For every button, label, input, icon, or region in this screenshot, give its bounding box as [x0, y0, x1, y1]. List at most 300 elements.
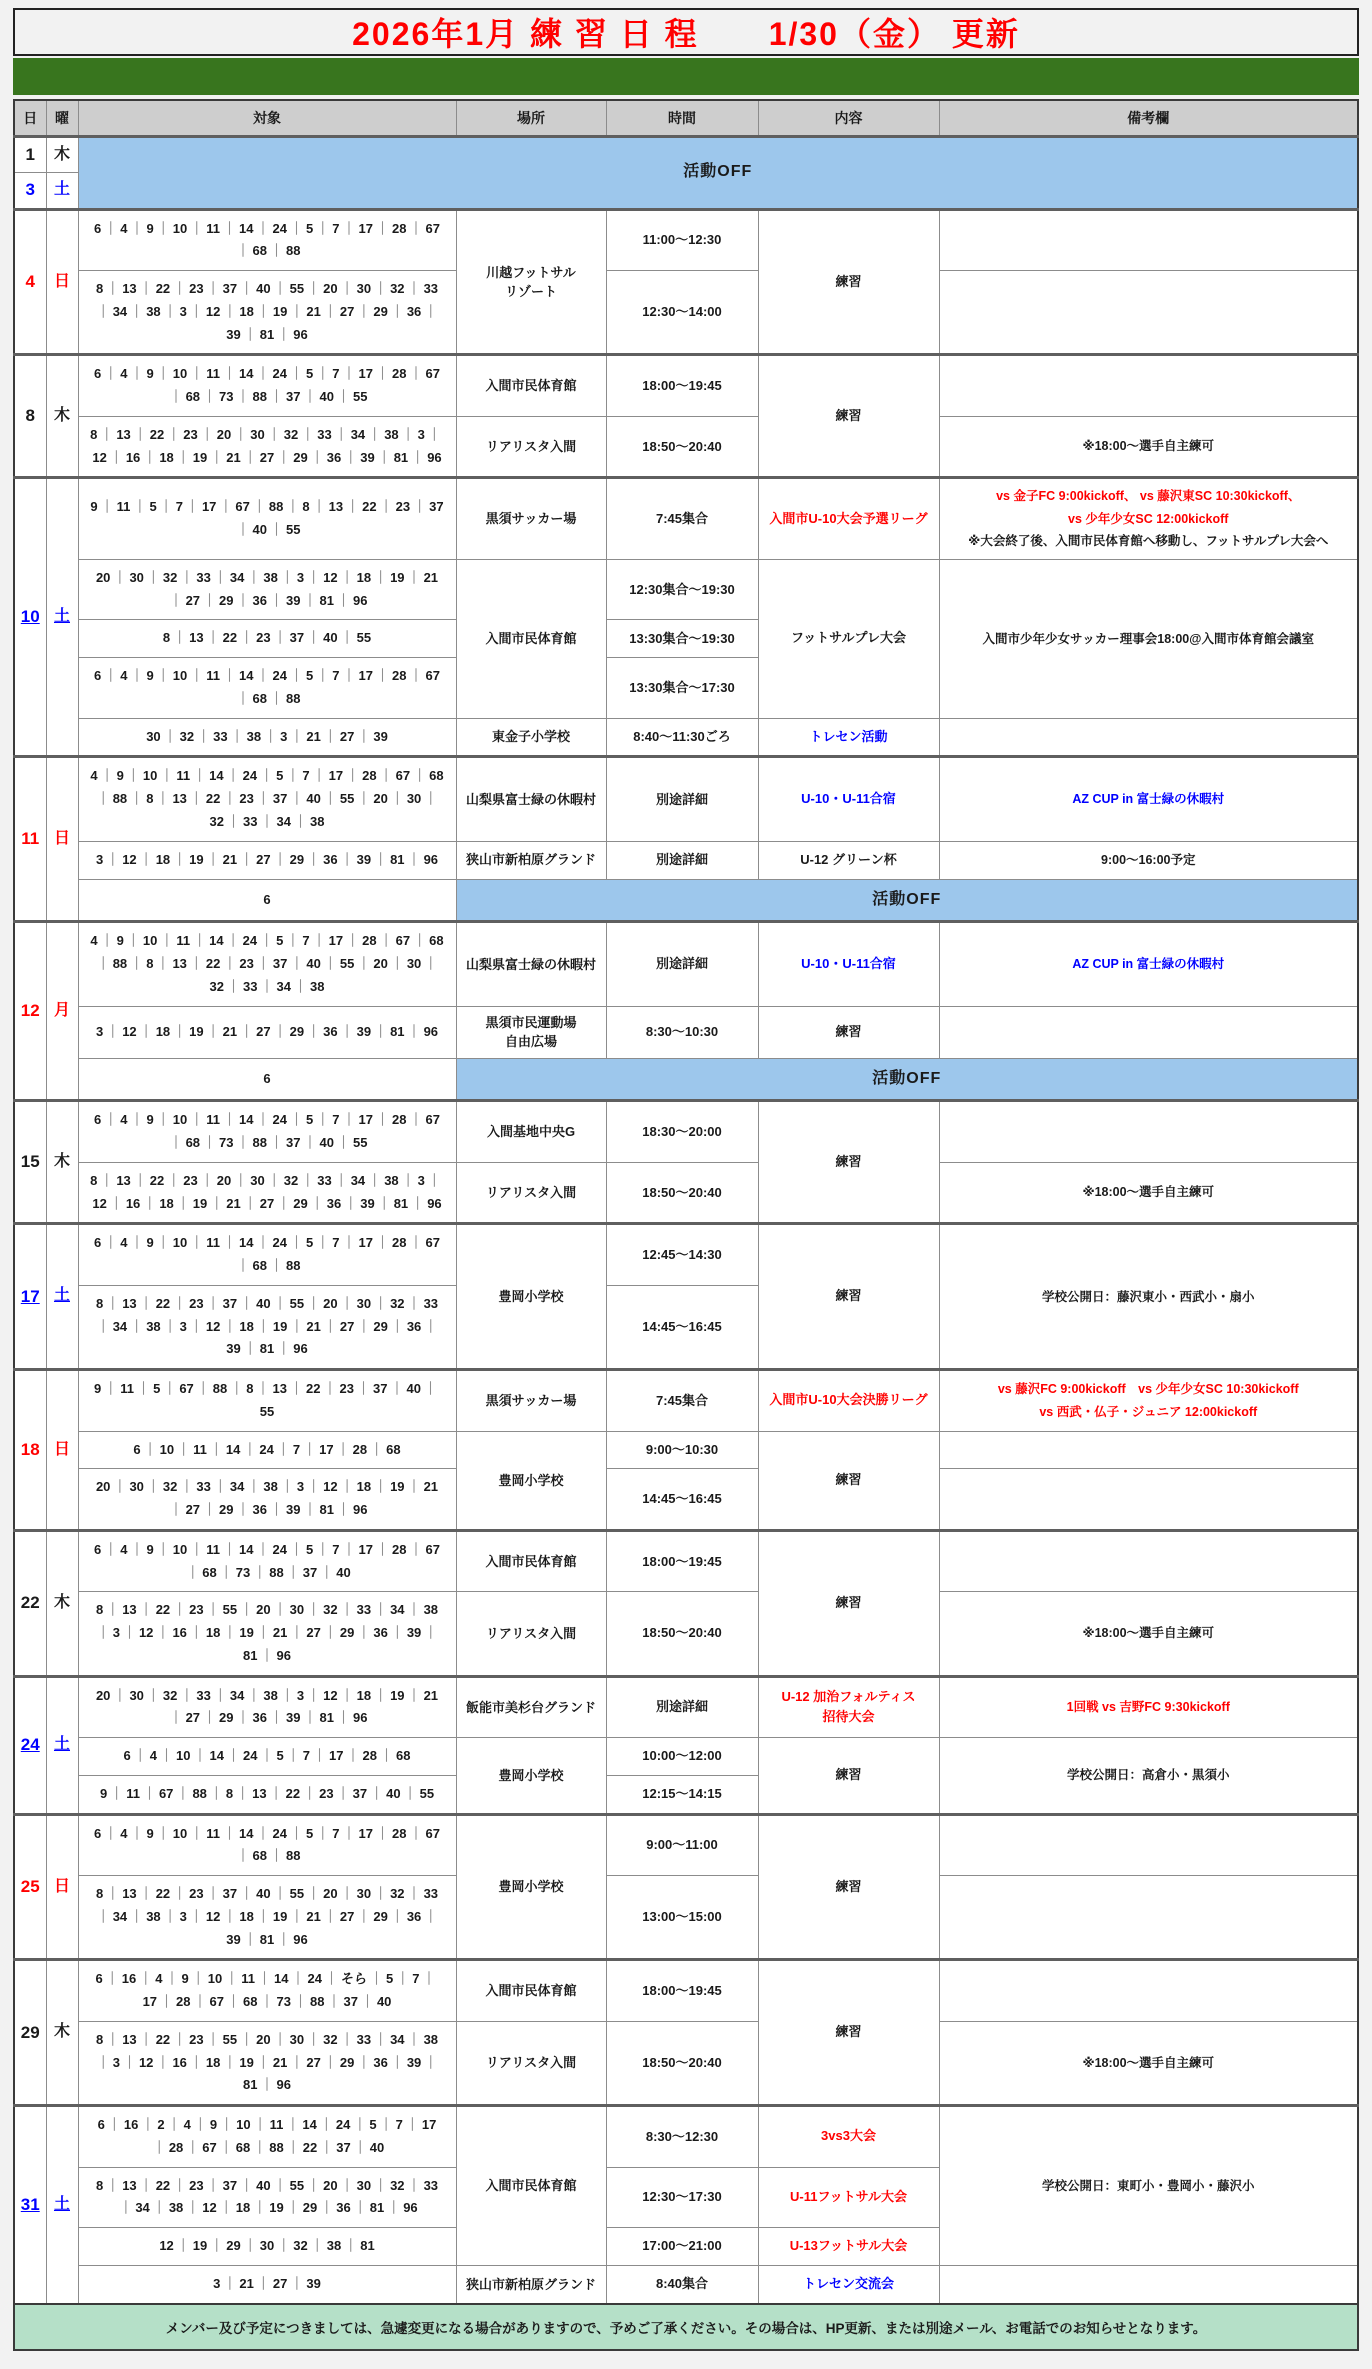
target-cell: 8 ｜ 13 ｜ 22 ｜ 23 ｜ 37 ｜ 40 ｜ 55 ｜ 20 ｜ 30 ｜ 32 ｜ 33｜ 34 ｜ 38 ｜ 3 ｜ 12 ｜ 18 ｜ 19 ｜ 21 ｜ 27 ｜ 29 ｜ 36 ｜39 ｜ 81 ｜ 96	[78, 1876, 456, 1960]
number-separator: ｜	[256, 956, 270, 972]
number-separator: ｜	[290, 366, 304, 382]
number-separator: ｜	[219, 2139, 233, 2155]
number-separator: ｜	[307, 1687, 321, 1703]
number-separator: ｜	[223, 1825, 237, 1841]
time-cell: 18:30〜20:00	[606, 1101, 758, 1163]
number-separator: ｜	[253, 2117, 267, 2133]
number-separator: ｜	[357, 303, 371, 319]
number-separator: ｜	[109, 449, 123, 465]
number-separator: ｜	[407, 1687, 421, 1703]
number-separator: ｜	[223, 1625, 237, 1641]
content-cell: 練習	[758, 1431, 939, 1530]
number-separator: ｜	[323, 1318, 337, 1334]
content-cell: U-12 加治フォルティス 招待大会	[758, 1676, 939, 1738]
number-separator: ｜	[280, 1479, 294, 1495]
time-cell: 13:30集合〜19:30	[606, 620, 758, 658]
number-separator: ｜	[169, 592, 183, 608]
table-row	[14, 1960, 1358, 2022]
number-separator: ｜	[196, 1381, 210, 1397]
number-separator: ｜	[280, 1687, 294, 1703]
number-separator: ｜	[189, 2054, 203, 2070]
number-separator: ｜	[236, 1135, 250, 1151]
time-cell: 12:30〜17:30	[606, 2167, 758, 2228]
number-separator: ｜	[105, 1971, 119, 1987]
number-separator: ｜	[234, 1172, 248, 1188]
target-cell: 9 ｜ 11 ｜ 5 ｜ 67 ｜ 88 ｜ 8 ｜ 13 ｜ 22 ｜ 23 ｜ 37 ｜ 40 ｜55	[78, 1370, 456, 1432]
number-separator: ｜	[236, 1848, 250, 1864]
number-separator: ｜	[270, 592, 284, 608]
number-separator: ｜	[273, 1295, 287, 1311]
number-separator: ｜	[407, 1886, 421, 1902]
day-cell: 31	[14, 2106, 46, 2304]
content-cell: 練習	[758, 1101, 939, 1224]
table-row	[14, 209, 1358, 271]
number-separator: ｜	[189, 303, 203, 319]
number-separator: ｜	[206, 851, 220, 867]
time-cell: 18:50〜20:40	[606, 1592, 758, 1676]
number-separator: ｜	[243, 326, 257, 342]
place-cell: リアリスタ入間	[456, 416, 606, 478]
number-separator: ｜	[377, 449, 391, 465]
number-separator: ｜	[104, 220, 118, 236]
off-cell: 活動OFF	[78, 137, 1358, 210]
number-separator: ｜	[104, 1381, 118, 1397]
remark-cell: ※18:00〜選手自主練可	[939, 416, 1358, 478]
content-cell: 練習	[758, 1530, 939, 1676]
number-separator: ｜	[379, 2117, 393, 2133]
number-separator: ｜	[312, 499, 326, 515]
number-separator: ｜	[133, 499, 147, 515]
number-separator: ｜	[160, 1748, 174, 1764]
number-separator: ｜	[316, 1825, 330, 1841]
weekday-cell: 土	[46, 1224, 78, 1370]
number-separator: ｜	[290, 791, 304, 807]
number-separator: ｜	[260, 768, 274, 784]
number-separator: ｜	[390, 791, 404, 807]
number-separator: ｜	[290, 1112, 304, 1128]
place-cell: 入間市民体育館	[456, 2106, 606, 2266]
header-cell-target: 対象	[78, 100, 456, 137]
remark-cell	[939, 1876, 1358, 1960]
place-cell: 豊岡小学校	[456, 1431, 606, 1530]
number-separator: ｜	[142, 1785, 156, 1801]
number-separator: ｜	[130, 1318, 144, 1334]
number-separator: ｜	[106, 851, 120, 867]
time-cell: 14:45〜16:45	[606, 1285, 758, 1369]
remark-cell	[939, 2265, 1358, 2303]
table-row	[14, 355, 1358, 417]
number-separator: ｜	[323, 791, 337, 807]
remark-cell	[939, 1101, 1358, 1163]
time-cell: 12:30集合〜19:30	[606, 559, 758, 620]
day-cell: 8	[14, 355, 46, 478]
content-cell: トレセン交流会	[758, 2265, 939, 2303]
remark-cell: ※18:00〜選手自主練可	[939, 1162, 1358, 1224]
number-separator: ｜	[290, 956, 304, 972]
number-separator: ｜	[336, 1785, 350, 1801]
number-separator: ｜	[312, 933, 326, 949]
number-separator: ｜	[226, 768, 240, 784]
number-separator: ｜	[312, 1748, 326, 1764]
target-cell: 6 ｜ 4 ｜ 9 ｜ 10 ｜ 11 ｜ 14 ｜ 24 ｜ 5 ｜ 7 ｜ 17 ｜ 28 ｜ 67｜ 68 ｜ 73 ｜ 88 ｜ 37 ｜ 40 ｜ 55	[78, 1101, 456, 1163]
target-cell: 8 ｜ 13 ｜ 22 ｜ 23 ｜ 37 ｜ 40 ｜ 55	[78, 620, 456, 658]
remark-cell	[939, 1469, 1358, 1531]
number-separator: ｜	[374, 1886, 388, 1902]
number-separator: ｜	[290, 303, 304, 319]
number-separator: ｜	[346, 933, 360, 949]
number-separator: ｜	[173, 281, 187, 297]
number-separator: ｜	[336, 1502, 350, 1518]
number-separator: ｜	[370, 1441, 384, 1457]
number-separator: ｜	[190, 366, 204, 382]
number-separator: ｜	[290, 1541, 304, 1557]
number-separator: ｜	[273, 281, 287, 297]
day-cell: 12	[14, 922, 46, 1101]
number-separator: ｜	[303, 1785, 317, 1801]
number-separator: ｜	[203, 1135, 217, 1151]
number-separator: ｜	[203, 1502, 217, 1518]
number-separator: ｜	[407, 851, 421, 867]
footer-note: メンバー及び予定につきましては、急遽変更になる場合がありますので、予めご了承ください。その場合は、HP更新、または別途メール、お電話でのお知らせとなります。	[13, 2305, 1359, 2351]
number-separator: ｜	[346, 499, 360, 515]
time-cell: 9:00〜10:30	[606, 1431, 758, 1469]
table-row	[14, 1101, 1358, 1163]
target-cell: 12 ｜ 19 ｜ 29 ｜ 30 ｜ 32 ｜ 38 ｜ 81	[78, 2228, 456, 2266]
target-cell: 6 ｜ 4 ｜ 9 ｜ 10 ｜ 11 ｜ 14 ｜ 24 ｜ 5 ｜ 7 ｜ 17 ｜ 28 ｜ 67｜ 68 ｜ 73 ｜ 88 ｜ 37 ｜ 40	[78, 1530, 456, 1592]
content-cell: U-11フットサル大会	[758, 2167, 939, 2228]
number-separator: ｜	[236, 1785, 250, 1801]
number-separator: ｜	[340, 1023, 354, 1039]
number-separator: ｜	[130, 668, 144, 684]
table-row	[14, 1006, 1358, 1058]
number-separator: ｜	[387, 2200, 401, 2216]
number-separator: ｜	[169, 1502, 183, 1518]
number-separator: ｜	[206, 1023, 220, 1039]
number-separator: ｜	[409, 1541, 423, 1557]
number-separator: ｜	[270, 389, 284, 405]
number-separator: ｜	[290, 668, 304, 684]
place-cell: 狭山市新柏原グランド	[456, 2265, 606, 2303]
number-separator: ｜	[193, 1994, 207, 2010]
header-cell-time: 時間	[606, 100, 758, 137]
number-separator: ｜	[327, 1994, 341, 2010]
number-separator: ｜	[307, 2177, 321, 2193]
number-separator: ｜	[227, 1994, 241, 2010]
number-separator: ｜	[396, 1971, 410, 1987]
number-separator: ｜	[133, 1172, 147, 1188]
number-separator: ｜	[106, 2177, 120, 2193]
number-separator: ｜	[342, 1541, 356, 1557]
time-cell: 12:15〜14:15	[606, 1775, 758, 1814]
content-cell: U-12 グリーン杯	[758, 841, 939, 879]
number-separator: ｜	[193, 768, 207, 784]
number-separator: ｜	[104, 1825, 118, 1841]
number-separator: ｜	[163, 303, 177, 319]
number-separator: ｜	[189, 1625, 203, 1641]
content-cell: 練習	[758, 1960, 939, 2106]
number-separator: ｜	[323, 2054, 337, 2070]
target-cell: 6 ｜ 4 ｜ 9 ｜ 10 ｜ 11 ｜ 14 ｜ 24 ｜ 5 ｜ 7 ｜ 17 ｜ 28 ｜ 67｜ 68 ｜ 88	[78, 1814, 456, 1876]
number-separator: ｜	[336, 592, 350, 608]
weekday-cell: 木	[46, 137, 78, 173]
number-separator: ｜	[139, 2031, 153, 2047]
number-separator: ｜	[160, 933, 174, 949]
number-separator: ｜	[256, 668, 270, 684]
number-separator: ｜	[185, 499, 199, 515]
remark-cell	[939, 355, 1358, 417]
target-cell: 3 ｜ 12 ｜ 18 ｜ 19 ｜ 21 ｜ 27 ｜ 29 ｜ 36 ｜ 39 ｜ 81 ｜ 96	[78, 841, 456, 879]
number-separator: ｜	[346, 768, 360, 784]
number-separator: ｜	[169, 389, 183, 405]
time-cell: 18:00〜19:45	[606, 1960, 758, 2022]
number-separator: ｜	[270, 1710, 284, 1726]
number-separator: ｜	[422, 1971, 436, 1987]
target-cell: 20 ｜ 30 ｜ 32 ｜ 33 ｜ 34 ｜ 38 ｜ 3 ｜ 12 ｜ 18 ｜ 19 ｜ 21｜ 27 ｜ 29 ｜ 36 ｜ 39 ｜ 81 ｜ 96	[78, 1469, 456, 1531]
header-cell-place: 場所	[456, 100, 606, 137]
weekday-cell: 日	[46, 209, 78, 355]
day-cell: 3	[14, 173, 46, 209]
number-separator: ｜	[219, 499, 233, 515]
place-cell: 狭山市新柏原グランド	[456, 841, 606, 879]
number-separator: ｜	[340, 569, 354, 585]
number-separator: ｜	[307, 569, 321, 585]
number-separator: ｜	[277, 449, 291, 465]
number-separator: ｜	[286, 1748, 300, 1764]
number-separator: ｜	[260, 933, 274, 949]
number-separator: ｜	[240, 851, 254, 867]
number-separator: ｜	[219, 1564, 233, 1580]
number-separator: ｜	[253, 1564, 267, 1580]
off-cell: 活動OFF	[456, 879, 1358, 922]
number-separator: ｜	[169, 1710, 183, 1726]
number-separator: ｜	[374, 1295, 388, 1311]
number-separator: ｜	[141, 2117, 155, 2133]
number-separator: ｜	[316, 668, 330, 684]
remark-cell	[939, 1530, 1358, 1592]
number-separator: ｜	[390, 1908, 404, 1924]
number-separator: ｜	[190, 1235, 204, 1251]
weekday-cell: 木	[46, 1960, 78, 2106]
number-separator: ｜	[307, 851, 321, 867]
number-separator: ｜	[290, 220, 304, 236]
time-cell: 18:00〜19:45	[606, 355, 758, 417]
number-separator: ｜	[353, 2117, 367, 2133]
number-separator: ｜	[252, 499, 266, 515]
number-separator: ｜	[122, 1625, 136, 1641]
number-separator: ｜	[223, 2054, 237, 2070]
number-separator: ｜	[176, 449, 190, 465]
target-cell: 6 ｜ 4 ｜ 9 ｜ 10 ｜ 11 ｜ 14 ｜ 24 ｜ 5 ｜ 7 ｜ 17 ｜ 28 ｜ 67｜ 68 ｜ 73 ｜ 88 ｜ 37 ｜ 40 ｜ 55	[78, 355, 456, 417]
weekday-cell: 土	[46, 173, 78, 209]
number-separator: ｜	[270, 1135, 284, 1151]
number-separator: ｜	[286, 2200, 300, 2216]
number-separator: ｜	[176, 1785, 190, 1801]
target-cell: 8 ｜ 13 ｜ 22 ｜ 23 ｜ 37 ｜ 40 ｜ 55 ｜ 20 ｜ 30 ｜ 32 ｜ 33｜ 34 ｜ 38 ｜ 3 ｜ 12 ｜ 18 ｜ 19 ｜ 21 ｜ 27 ｜ 29 ｜ 36 ｜39 ｜ 81 ｜ 96	[78, 1285, 456, 1369]
number-separator: ｜	[173, 1023, 187, 1039]
content-cell: 入間市U-10大会予選リーグ	[758, 478, 939, 560]
number-separator: ｜	[247, 1479, 261, 1495]
number-separator: ｜	[286, 2117, 300, 2133]
number-separator: ｜	[240, 1295, 254, 1311]
number-separator: ｜	[390, 2054, 404, 2070]
time-cell: 17:00〜21:00	[606, 2228, 758, 2266]
day-cell: 25	[14, 1814, 46, 1960]
number-separator: ｜	[243, 2238, 257, 2254]
weekday-cell: 月	[46, 922, 78, 1101]
time-cell: 別途詳細	[606, 757, 758, 841]
weekday-cell: 土	[46, 1676, 78, 1814]
schedule-table	[13, 99, 1359, 2305]
number-separator: ｜	[96, 303, 110, 319]
number-separator: ｜	[236, 522, 250, 538]
number-separator: ｜	[374, 2031, 388, 2047]
number-separator: ｜	[156, 366, 170, 382]
time-cell: 9:00〜11:00	[606, 1814, 758, 1876]
number-separator: ｜	[374, 1479, 388, 1495]
number-separator: ｜	[130, 366, 144, 382]
content-cell: トレセン活動	[758, 718, 939, 757]
number-separator: ｜	[100, 933, 114, 949]
place-cell: リアリスタ入間	[456, 1592, 606, 1676]
time-cell: 12:30〜14:00	[606, 271, 758, 355]
number-separator: ｜	[353, 2200, 367, 2216]
table-row	[14, 1814, 1358, 1876]
number-separator: ｜	[256, 1235, 270, 1251]
number-separator: ｜	[206, 2177, 220, 2193]
target-cell: 4 ｜ 9 ｜ 10 ｜ 11 ｜ 14 ｜ 24 ｜ 5 ｜ 7 ｜ 17 ｜ 28 ｜ 67 ｜ 68｜ 88 ｜ 8 ｜ 13 ｜ 22 ｜ 23 ｜ 37 ｜ 40 ｜ 55 ｜ 20 ｜ 30 ｜32 ｜ 33 ｜ 34 ｜ 38	[78, 922, 456, 1006]
number-separator: ｜	[273, 1886, 287, 1902]
number-separator: ｜	[342, 1235, 356, 1251]
number-separator: ｜	[156, 1825, 170, 1841]
place-cell: 飯能市美杉台グランド	[456, 1676, 606, 1738]
time-cell: 18:50〜20:40	[606, 416, 758, 478]
number-separator: ｜	[243, 1341, 257, 1357]
number-separator: ｜	[152, 2200, 166, 2216]
number-separator: ｜	[286, 1564, 300, 1580]
number-separator: ｜	[156, 1625, 170, 1641]
number-separator: ｜	[424, 956, 438, 972]
number-separator: ｜	[277, 1195, 291, 1211]
number-separator: ｜	[104, 1541, 118, 1557]
content-cell: 練習	[758, 355, 939, 478]
number-separator: ｜	[223, 668, 237, 684]
time-cell: 12:45〜14:30	[606, 1224, 758, 1286]
number-separator: ｜	[173, 1602, 187, 1618]
number-separator: ｜	[240, 2177, 254, 2193]
time-cell: 13:30集合〜17:30	[606, 658, 758, 719]
content-cell: フットサルプレ大会	[758, 559, 939, 718]
place-cell: 黒須サッカー場	[456, 1370, 606, 1432]
table-row	[14, 559, 1358, 620]
number-separator: ｜	[374, 1602, 388, 1618]
number-separator: ｜	[203, 389, 217, 405]
number-separator: ｜	[227, 813, 241, 829]
number-separator: ｜	[113, 569, 127, 585]
weekday-cell: 土	[46, 2106, 78, 2304]
remark-cell: 学校公開日：東町小・豊岡小・藤沢小	[939, 2106, 1358, 2266]
table-row	[14, 718, 1358, 757]
number-separator: ｜	[139, 281, 153, 297]
target-cell: 30 ｜ 32 ｜ 33 ｜ 38 ｜ 3 ｜ 21 ｜ 27 ｜ 39	[78, 718, 456, 757]
number-separator: ｜	[368, 426, 382, 442]
number-separator: ｜	[96, 791, 110, 807]
time-cell: 8:30〜12:30	[606, 2106, 758, 2168]
number-separator: ｜	[413, 768, 427, 784]
remark-cell	[939, 718, 1358, 757]
number-separator: ｜	[319, 2117, 333, 2133]
number-separator: ｜	[106, 1295, 120, 1311]
number-separator: ｜	[424, 791, 438, 807]
number-separator: ｜	[109, 1195, 123, 1211]
number-separator: ｜	[270, 1848, 284, 1864]
number-separator: ｜	[240, 281, 254, 297]
place-cell: 黒須サッカー場	[456, 478, 606, 560]
number-separator: ｜	[424, 1318, 438, 1334]
number-separator: ｜	[130, 303, 144, 319]
number-separator: ｜	[160, 768, 174, 784]
number-separator: ｜	[190, 1541, 204, 1557]
target-cell: 6 ｜ 4 ｜ 9 ｜ 10 ｜ 11 ｜ 14 ｜ 24 ｜ 5 ｜ 7 ｜ 17 ｜ 28 ｜ 67｜ 68 ｜ 88	[78, 1224, 456, 1286]
target-cell: 8 ｜ 13 ｜ 22 ｜ 23 ｜ 37 ｜ 40 ｜ 55 ｜ 20 ｜ 30 ｜ 32 ｜ 33｜ 34 ｜ 38 ｜ 3 ｜ 12 ｜ 18 ｜ 19 ｜ 21 ｜ 27 ｜ 29 ｜ 36 ｜39 ｜ 81 ｜ 96	[78, 271, 456, 355]
number-separator: ｜	[225, 1971, 239, 1987]
number-separator: ｜	[307, 1479, 321, 1495]
number-separator: ｜	[139, 851, 153, 867]
table-row	[14, 1469, 1358, 1531]
time-cell: 8:40集合	[606, 2265, 758, 2303]
number-separator: ｜	[307, 630, 321, 646]
number-separator: ｜	[146, 1479, 160, 1495]
table-row	[14, 1530, 1358, 1592]
number-separator: ｜	[407, 2031, 421, 2047]
number-separator: ｜	[407, 2177, 421, 2193]
number-separator: ｜	[264, 728, 278, 744]
number-separator: ｜	[152, 2139, 166, 2155]
number-separator: ｜	[409, 668, 423, 684]
number-separator: ｜	[357, 1318, 371, 1334]
number-separator: ｜	[106, 2031, 120, 2047]
target-cell: 9 ｜ 11 ｜ 5 ｜ 7 ｜ 17 ｜ 67 ｜ 88 ｜ 8 ｜ 13 ｜ 22 ｜ 23 ｜ 37｜ 40 ｜ 55	[78, 478, 456, 560]
number-separator: ｜	[180, 1687, 194, 1703]
number-separator: ｜	[139, 1023, 153, 1039]
day-cell: 24	[14, 1676, 46, 1814]
number-separator: ｜	[346, 1748, 360, 1764]
number-separator: ｜	[409, 220, 423, 236]
number-separator: ｜	[290, 2054, 304, 2070]
off-cell: 活動OFF	[456, 1058, 1358, 1101]
place-cell: 川越フットサル リゾート	[456, 209, 606, 355]
number-separator: ｜	[342, 1825, 356, 1841]
number-separator: ｜	[357, 2054, 371, 2070]
time-cell: 18:50〜20:40	[606, 2021, 758, 2105]
number-separator: ｜	[301, 1172, 315, 1188]
number-separator: ｜	[407, 569, 421, 585]
number-separator: ｜	[173, 1295, 187, 1311]
number-separator: ｜	[256, 2054, 270, 2070]
number-separator: ｜	[256, 1825, 270, 1841]
number-separator: ｜	[409, 366, 423, 382]
number-separator: ｜	[370, 1785, 384, 1801]
number-separator: ｜	[156, 1112, 170, 1128]
number-separator: ｜	[286, 2139, 300, 2155]
number-separator: ｜	[401, 1172, 415, 1188]
table-row	[14, 478, 1358, 560]
number-separator: ｜	[357, 956, 371, 972]
number-separator: ｜	[356, 1381, 370, 1397]
number-separator: ｜	[340, 1687, 354, 1703]
number-separator: ｜	[106, 1886, 120, 1902]
number-separator: ｜	[290, 1381, 304, 1397]
number-separator: ｜	[320, 2200, 334, 2216]
